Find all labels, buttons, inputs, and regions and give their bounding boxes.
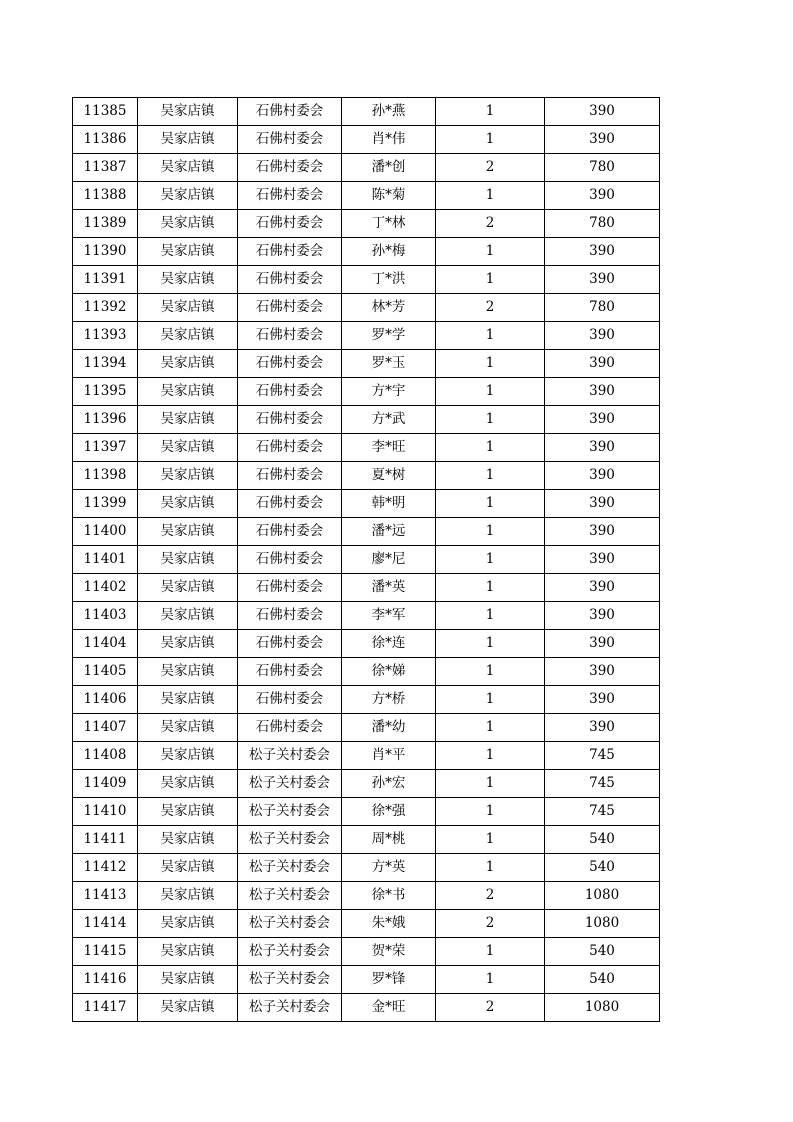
- table-row: [73, 322, 660, 350]
- village-committee-cell: 松子关村委会: [238, 994, 342, 1022]
- name-cell: 方*桥: [342, 686, 436, 714]
- count-cell: 1: [436, 518, 545, 546]
- data-table: [72, 97, 660, 1022]
- town-cell: 吴家店镇: [138, 826, 238, 854]
- table-row: [73, 98, 660, 126]
- village-committee-cell: 石佛村委会: [238, 350, 342, 378]
- name-cell: 罗*玉: [342, 350, 436, 378]
- village-committee-cell: 松子关村委会: [238, 742, 342, 770]
- serial-number-cell: 11406: [73, 686, 138, 714]
- serial-number-cell: 11388: [73, 182, 138, 210]
- town-cell: 吴家店镇: [138, 406, 238, 434]
- count-cell: 1: [436, 462, 545, 490]
- amount-cell: 390: [545, 98, 660, 126]
- table-row: [73, 770, 660, 798]
- serial-number-cell: 11398: [73, 462, 138, 490]
- town-cell: 吴家店镇: [138, 994, 238, 1022]
- town-cell: 吴家店镇: [138, 462, 238, 490]
- serial-number-cell: 11414: [73, 910, 138, 938]
- serial-number-cell: 11396: [73, 406, 138, 434]
- town-cell: 吴家店镇: [138, 742, 238, 770]
- town-cell: 吴家店镇: [138, 266, 238, 294]
- serial-number-cell: 11391: [73, 266, 138, 294]
- serial-number-cell: 11403: [73, 602, 138, 630]
- town-cell: 吴家店镇: [138, 210, 238, 238]
- name-cell: 朱*娥: [342, 910, 436, 938]
- table-row: [73, 126, 660, 154]
- village-committee-cell: 石佛村委会: [238, 126, 342, 154]
- table-row: [73, 742, 660, 770]
- village-committee-cell: 石佛村委会: [238, 406, 342, 434]
- town-cell: 吴家店镇: [138, 546, 238, 574]
- village-committee-cell: 石佛村委会: [238, 210, 342, 238]
- amount-cell: 780: [545, 154, 660, 182]
- name-cell: 廖*尼: [342, 546, 436, 574]
- table-row: [73, 210, 660, 238]
- count-cell: 1: [436, 350, 545, 378]
- count-cell: 2: [436, 154, 545, 182]
- amount-cell: 390: [545, 406, 660, 434]
- village-committee-cell: 石佛村委会: [238, 602, 342, 630]
- serial-number-cell: 11408: [73, 742, 138, 770]
- count-cell: 1: [436, 714, 545, 742]
- town-cell: 吴家店镇: [138, 658, 238, 686]
- village-committee-cell: 石佛村委会: [238, 294, 342, 322]
- serial-number-cell: 11400: [73, 518, 138, 546]
- count-cell: 1: [436, 630, 545, 658]
- town-cell: 吴家店镇: [138, 966, 238, 994]
- amount-cell: 390: [545, 322, 660, 350]
- town-cell: 吴家店镇: [138, 602, 238, 630]
- village-committee-cell: 石佛村委会: [238, 182, 342, 210]
- count-cell: 1: [436, 686, 545, 714]
- serial-number-cell: 11409: [73, 770, 138, 798]
- amount-cell: 390: [545, 266, 660, 294]
- table-row: [73, 602, 660, 630]
- town-cell: 吴家店镇: [138, 182, 238, 210]
- town-cell: 吴家店镇: [138, 630, 238, 658]
- serial-number-cell: 11397: [73, 434, 138, 462]
- amount-cell: 780: [545, 210, 660, 238]
- table-row: [73, 490, 660, 518]
- count-cell: 1: [436, 798, 545, 826]
- name-cell: 夏*树: [342, 462, 436, 490]
- table-row: [73, 238, 660, 266]
- count-cell: 1: [436, 322, 545, 350]
- town-cell: 吴家店镇: [138, 126, 238, 154]
- amount-cell: 390: [545, 546, 660, 574]
- village-committee-cell: 松子关村委会: [238, 938, 342, 966]
- name-cell: 徐*连: [342, 630, 436, 658]
- village-committee-cell: 石佛村委会: [238, 686, 342, 714]
- name-cell: 潘*幼: [342, 714, 436, 742]
- count-cell: 1: [436, 126, 545, 154]
- amount-cell: 390: [545, 602, 660, 630]
- amount-cell: 390: [545, 714, 660, 742]
- serial-number-cell: 11390: [73, 238, 138, 266]
- village-committee-cell: 石佛村委会: [238, 434, 342, 462]
- village-committee-cell: 松子关村委会: [238, 826, 342, 854]
- name-cell: 孙*梅: [342, 238, 436, 266]
- table-row: [73, 574, 660, 602]
- table-row: [73, 966, 660, 994]
- count-cell: 1: [436, 770, 545, 798]
- count-cell: 1: [436, 98, 545, 126]
- village-committee-cell: 石佛村委会: [238, 238, 342, 266]
- count-cell: 1: [436, 854, 545, 882]
- village-committee-cell: 石佛村委会: [238, 98, 342, 126]
- amount-cell: 390: [545, 350, 660, 378]
- table-row: [73, 182, 660, 210]
- village-committee-cell: 松子关村委会: [238, 910, 342, 938]
- amount-cell: 390: [545, 574, 660, 602]
- serial-number-cell: 11399: [73, 490, 138, 518]
- amount-cell: 1080: [545, 910, 660, 938]
- serial-number-cell: 11405: [73, 658, 138, 686]
- name-cell: 林*芳: [342, 294, 436, 322]
- table-row: [73, 826, 660, 854]
- amount-cell: 390: [545, 686, 660, 714]
- table-row: [73, 518, 660, 546]
- village-committee-cell: 石佛村委会: [238, 378, 342, 406]
- table-row: [73, 658, 660, 686]
- amount-cell: 390: [545, 630, 660, 658]
- name-cell: 肖*平: [342, 742, 436, 770]
- serial-number-cell: 11386: [73, 126, 138, 154]
- town-cell: 吴家店镇: [138, 882, 238, 910]
- count-cell: 1: [436, 546, 545, 574]
- table-row: [73, 462, 660, 490]
- serial-number-cell: 11404: [73, 630, 138, 658]
- table-row: [73, 910, 660, 938]
- amount-cell: 540: [545, 938, 660, 966]
- name-cell: 肖*伟: [342, 126, 436, 154]
- count-cell: 1: [436, 938, 545, 966]
- table-row: [73, 154, 660, 182]
- count-cell: 1: [436, 574, 545, 602]
- town-cell: 吴家店镇: [138, 154, 238, 182]
- count-cell: 1: [436, 182, 545, 210]
- table-row: [73, 882, 660, 910]
- name-cell: 金*旺: [342, 994, 436, 1022]
- count-cell: 1: [436, 238, 545, 266]
- town-cell: 吴家店镇: [138, 434, 238, 462]
- town-cell: 吴家店镇: [138, 798, 238, 826]
- name-cell: 徐*娣: [342, 658, 436, 686]
- village-committee-cell: 石佛村委会: [238, 266, 342, 294]
- amount-cell: 540: [545, 854, 660, 882]
- serial-number-cell: 11392: [73, 294, 138, 322]
- name-cell: 方*武: [342, 406, 436, 434]
- name-cell: 丁*林: [342, 210, 436, 238]
- town-cell: 吴家店镇: [138, 490, 238, 518]
- count-cell: 1: [436, 434, 545, 462]
- serial-number-cell: 11410: [73, 798, 138, 826]
- village-committee-cell: 松子关村委会: [238, 770, 342, 798]
- amount-cell: 745: [545, 770, 660, 798]
- count-cell: 2: [436, 994, 545, 1022]
- serial-number-cell: 11387: [73, 154, 138, 182]
- town-cell: 吴家店镇: [138, 854, 238, 882]
- count-cell: 2: [436, 882, 545, 910]
- amount-cell: 390: [545, 434, 660, 462]
- amount-cell: 540: [545, 966, 660, 994]
- name-cell: 丁*洪: [342, 266, 436, 294]
- town-cell: 吴家店镇: [138, 518, 238, 546]
- town-cell: 吴家店镇: [138, 294, 238, 322]
- serial-number-cell: 11407: [73, 714, 138, 742]
- name-cell: 潘*英: [342, 574, 436, 602]
- village-committee-cell: 石佛村委会: [238, 658, 342, 686]
- count-cell: 2: [436, 210, 545, 238]
- table-row: [73, 546, 660, 574]
- serial-number-cell: 11389: [73, 210, 138, 238]
- amount-cell: 390: [545, 238, 660, 266]
- amount-cell: 780: [545, 294, 660, 322]
- town-cell: 吴家店镇: [138, 378, 238, 406]
- village-committee-cell: 石佛村委会: [238, 322, 342, 350]
- serial-number-cell: 11394: [73, 350, 138, 378]
- name-cell: 韩*明: [342, 490, 436, 518]
- amount-cell: 390: [545, 658, 660, 686]
- name-cell: 潘*远: [342, 518, 436, 546]
- village-committee-cell: 松子关村委会: [238, 966, 342, 994]
- table-body: [73, 98, 660, 1022]
- count-cell: 2: [436, 294, 545, 322]
- serial-number-cell: 11415: [73, 938, 138, 966]
- village-committee-cell: 松子关村委会: [238, 854, 342, 882]
- table-row: [73, 714, 660, 742]
- table-row: [73, 994, 660, 1022]
- name-cell: 徐*强: [342, 798, 436, 826]
- serial-number-cell: 11413: [73, 882, 138, 910]
- count-cell: 1: [436, 826, 545, 854]
- count-cell: 1: [436, 406, 545, 434]
- village-committee-cell: 石佛村委会: [238, 154, 342, 182]
- village-committee-cell: 石佛村委会: [238, 490, 342, 518]
- table-row: [73, 434, 660, 462]
- name-cell: 贺*荣: [342, 938, 436, 966]
- village-committee-cell: 石佛村委会: [238, 714, 342, 742]
- count-cell: 1: [436, 742, 545, 770]
- serial-number-cell: 11395: [73, 378, 138, 406]
- count-cell: 1: [436, 378, 545, 406]
- count-cell: 1: [436, 966, 545, 994]
- village-committee-cell: 石佛村委会: [238, 518, 342, 546]
- village-committee-cell: 松子关村委会: [238, 882, 342, 910]
- village-committee-cell: 石佛村委会: [238, 462, 342, 490]
- serial-number-cell: 11401: [73, 546, 138, 574]
- name-cell: 孙*燕: [342, 98, 436, 126]
- town-cell: 吴家店镇: [138, 714, 238, 742]
- count-cell: 1: [436, 490, 545, 518]
- town-cell: 吴家店镇: [138, 686, 238, 714]
- town-cell: 吴家店镇: [138, 238, 238, 266]
- table-row: [73, 854, 660, 882]
- town-cell: 吴家店镇: [138, 910, 238, 938]
- serial-number-cell: 11411: [73, 826, 138, 854]
- village-committee-cell: 石佛村委会: [238, 574, 342, 602]
- count-cell: 1: [436, 266, 545, 294]
- amount-cell: 390: [545, 490, 660, 518]
- serial-number-cell: 11417: [73, 994, 138, 1022]
- count-cell: 1: [436, 602, 545, 630]
- amount-cell: 745: [545, 742, 660, 770]
- name-cell: 方*英: [342, 854, 436, 882]
- amount-cell: 745: [545, 798, 660, 826]
- table-row: [73, 938, 660, 966]
- amount-cell: 390: [545, 378, 660, 406]
- serial-number-cell: 11385: [73, 98, 138, 126]
- amount-cell: 390: [545, 182, 660, 210]
- name-cell: 周*桃: [342, 826, 436, 854]
- table-row: [73, 378, 660, 406]
- serial-number-cell: 11416: [73, 966, 138, 994]
- count-cell: 2: [436, 910, 545, 938]
- name-cell: 潘*创: [342, 154, 436, 182]
- name-cell: 罗*锋: [342, 966, 436, 994]
- amount-cell: 1080: [545, 994, 660, 1022]
- town-cell: 吴家店镇: [138, 98, 238, 126]
- village-committee-cell: 松子关村委会: [238, 798, 342, 826]
- name-cell: 李*军: [342, 602, 436, 630]
- table-row: [73, 350, 660, 378]
- amount-cell: 390: [545, 518, 660, 546]
- table-row: [73, 686, 660, 714]
- village-committee-cell: 石佛村委会: [238, 546, 342, 574]
- name-cell: 方*宇: [342, 378, 436, 406]
- town-cell: 吴家店镇: [138, 938, 238, 966]
- table-row: [73, 406, 660, 434]
- table-row: [73, 266, 660, 294]
- amount-cell: 1080: [545, 882, 660, 910]
- serial-number-cell: 11393: [73, 322, 138, 350]
- name-cell: 徐*书: [342, 882, 436, 910]
- town-cell: 吴家店镇: [138, 574, 238, 602]
- name-cell: 罗*学: [342, 322, 436, 350]
- town-cell: 吴家店镇: [138, 322, 238, 350]
- town-cell: 吴家店镇: [138, 770, 238, 798]
- table-row: [73, 630, 660, 658]
- count-cell: 1: [436, 658, 545, 686]
- table-row: [73, 294, 660, 322]
- amount-cell: 540: [545, 826, 660, 854]
- village-committee-cell: 石佛村委会: [238, 630, 342, 658]
- name-cell: 孙*宏: [342, 770, 436, 798]
- amount-cell: 390: [545, 126, 660, 154]
- town-cell: 吴家店镇: [138, 350, 238, 378]
- serial-number-cell: 11402: [73, 574, 138, 602]
- serial-number-cell: 11412: [73, 854, 138, 882]
- name-cell: 陈*菊: [342, 182, 436, 210]
- name-cell: 李*旺: [342, 434, 436, 462]
- table-row: [73, 798, 660, 826]
- amount-cell: 390: [545, 462, 660, 490]
